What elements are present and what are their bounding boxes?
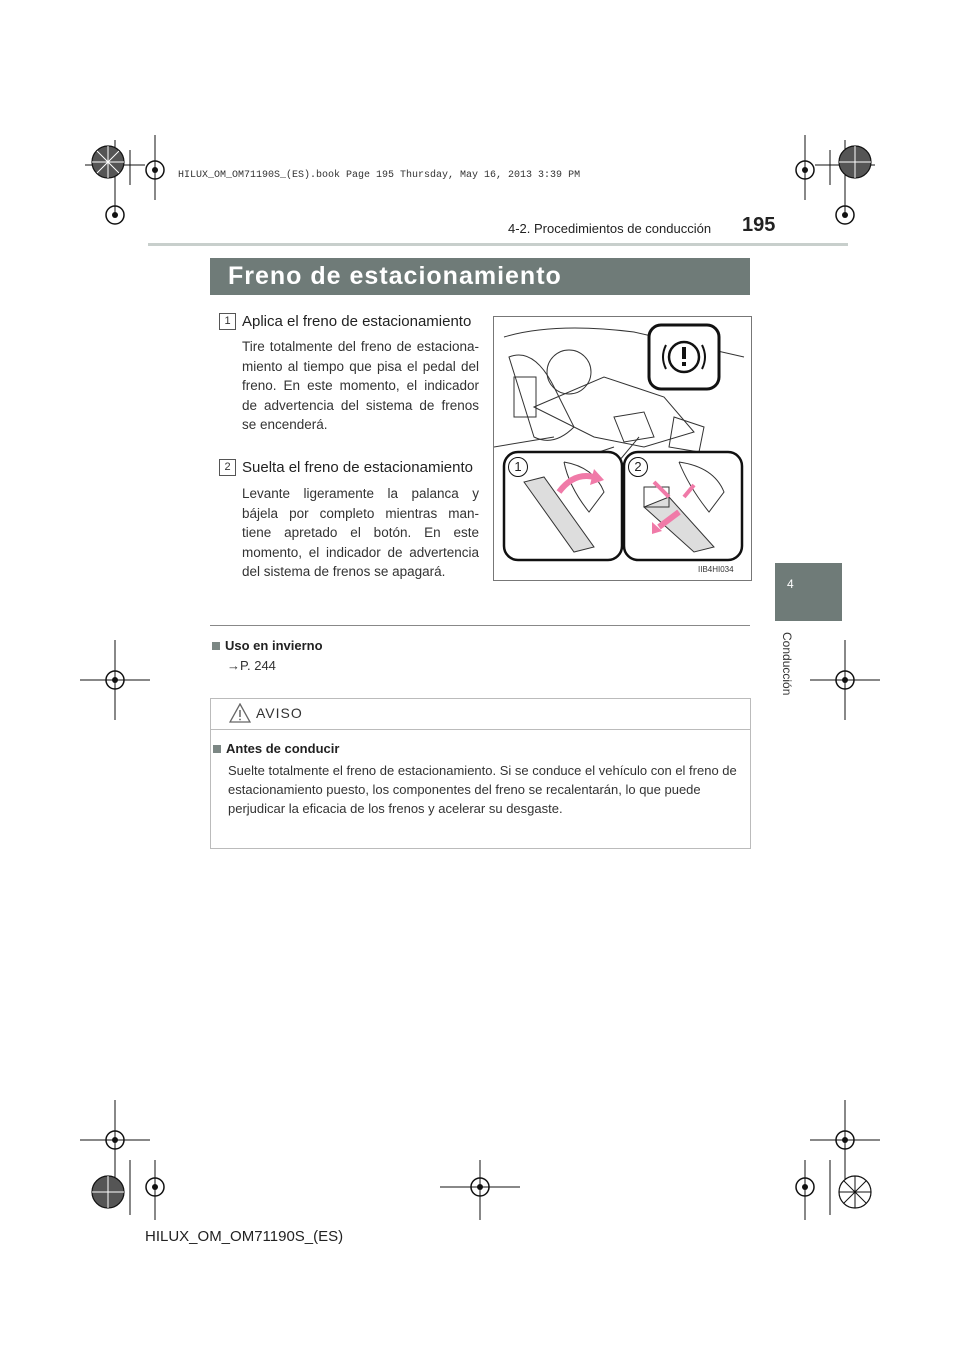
step-1-number: 1: [219, 313, 236, 330]
step-2-body: Levante ligeramente la palanca y bájela por completo mientras man-tiene apretado el botón. En este momento, el indicador de advertencia del sistema de frenos se apagará.: [242, 486, 479, 579]
section-divider: [210, 625, 750, 626]
warning-item-title-text: Antes de conducir: [226, 741, 340, 756]
warning-triangle-icon: [229, 703, 251, 723]
book-info-line: HILUX_OM_OM71190S_(ES).book Page 195 Thursday, May 16, 2013 3:39 PM: [178, 170, 581, 181]
warning-item-title: [213, 741, 339, 756]
footer-text: HILUX_OM_OM71190S_(ES): [145, 1228, 344, 1245]
illustration-label-1: 1: [508, 457, 528, 477]
note-title-text: Uso en invierno: [225, 638, 323, 653]
title-bar: [210, 258, 750, 295]
bullet-square-icon: [212, 642, 220, 650]
step-2-number: 2: [219, 459, 236, 476]
header-rule: [148, 243, 848, 246]
chapter-tab: [775, 563, 842, 621]
dashboard-drawing: [494, 317, 751, 580]
step-1-title: Aplica el freno de estacionamiento: [242, 313, 472, 330]
step-1-body: Tire totalmente del freno de estaciona-miento al tiempo que pisa el pedal del freno. En este momento, el indicador de advertencia del sistema de frenos se encenderá.: [242, 339, 479, 432]
chapter-name: Conducción: [780, 632, 794, 696]
page-title: Freno de estacionamiento: [228, 262, 562, 290]
bullet-square-icon: [213, 745, 221, 753]
section-reference: 4-2. Procedimientos de conducción: [508, 221, 712, 236]
chapter-number: 4: [787, 577, 794, 591]
illustration-label-2: 2: [628, 457, 648, 477]
note-page-reference[interactable]: →P. 244: [227, 658, 276, 673]
page-number: 195: [742, 214, 776, 236]
warning-label: AVISO: [256, 705, 303, 721]
illustration-code: IIB4HI034: [698, 565, 734, 574]
warning-body: Suelte totalmente el freno de estacionamiento. Si se conduce el vehículo con el freno de estacionamiento puesto, los componentes del freno se recalentarán, lo que puede perjudicar la eficacia de los frenos y acelerar su desgaste.: [228, 763, 737, 816]
step-2-title: Suelta el freno de estacionamiento: [242, 459, 473, 476]
warning-header: [211, 699, 750, 730]
parking-brake-illustration: [493, 316, 752, 581]
warning-box: [210, 698, 751, 849]
note-title: [212, 638, 323, 653]
